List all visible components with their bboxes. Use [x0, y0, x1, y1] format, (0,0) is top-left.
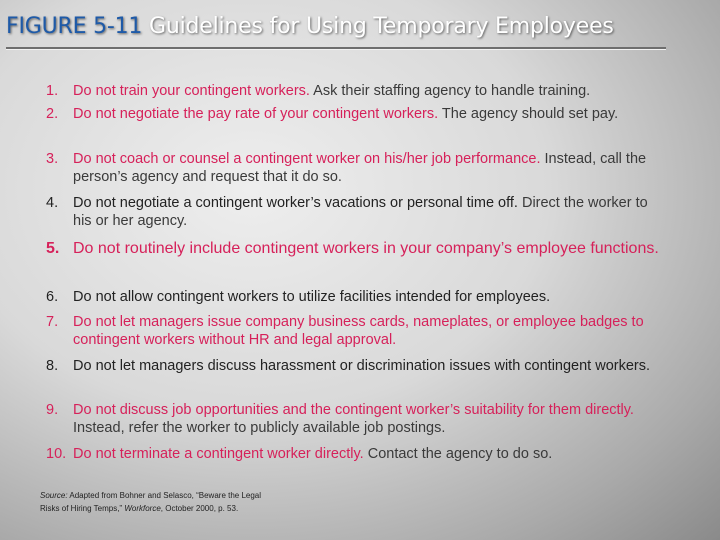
- guideline-directive: Do not coach or counsel a contingent worker on his/her job performance.: [73, 151, 541, 167]
- figure-title-text: Guidelines for Using Temporary Employees: [149, 14, 614, 39]
- source-label: Source:: [40, 491, 68, 500]
- guideline-directive: Do not allow contingent workers to utilize facilities intended for employees.: [73, 289, 551, 305]
- source-citation: [40, 489, 261, 515]
- guideline-directive: Do not let managers issue company business cards, nameplates, or employee badges to contingent workers without HR and legal approval.: [73, 314, 644, 348]
- guideline-number: 8.: [46, 358, 59, 374]
- guideline-number: 3.: [46, 151, 59, 167]
- guideline-directive: Do not train your contingent workers.: [73, 83, 310, 99]
- guideline-directive: Do not negotiate the pay rate of your contingent workers.: [73, 106, 439, 122]
- guideline-note: Instead, call the person’s agency and request that it do so.: [73, 151, 647, 185]
- guideline-note: Direct the worker to his or her agency.: [73, 195, 648, 229]
- guideline-number: 9.: [46, 402, 59, 418]
- guideline-directive: Do not routinely include contingent workers in your company’s employee functions.: [73, 240, 659, 257]
- guideline-note: Instead, refer the worker to publicly available job postings.: [73, 420, 446, 436]
- guideline-number: 4.: [46, 195, 59, 211]
- guideline-number: 1.: [46, 83, 59, 99]
- guideline-directive: Do not terminate a contingent worker directly.: [73, 446, 364, 462]
- source-publication: Workforce: [124, 504, 161, 513]
- source-line-2a: Risks of Hiring Temps,”: [40, 504, 125, 513]
- guideline-note: Contact the agency to do so.: [363, 446, 553, 462]
- guideline-note: The agency should set pay.: [438, 106, 619, 122]
- figure-label: FIGURE 5-11: [6, 14, 143, 39]
- source-line-1: Adapted from Bohner and Selasco, “Beware the Legal: [67, 491, 262, 500]
- guideline-number: 2.: [46, 106, 59, 122]
- guideline-number: 6.: [46, 289, 59, 305]
- figure-title: [6, 14, 614, 39]
- guideline-number: 10.: [46, 446, 67, 462]
- guideline-number: 5.: [46, 240, 60, 257]
- title-divider: [6, 47, 666, 49]
- guideline-number: 7.: [46, 314, 59, 330]
- guideline-note: Ask their staffing agency to handle training.: [309, 83, 591, 99]
- guideline-directive: Do not negotiate a contingent worker’s vacations or personal time off.: [73, 195, 518, 211]
- guideline-directive: Do not let managers discuss harassment or discrimination issues with contingent workers.: [73, 358, 651, 374]
- guideline-directive: Do not discuss job opportunities and the contingent worker’s suitability for them directly.: [73, 402, 634, 418]
- source-line-2b: , October 2000, p. 53.: [160, 504, 239, 513]
